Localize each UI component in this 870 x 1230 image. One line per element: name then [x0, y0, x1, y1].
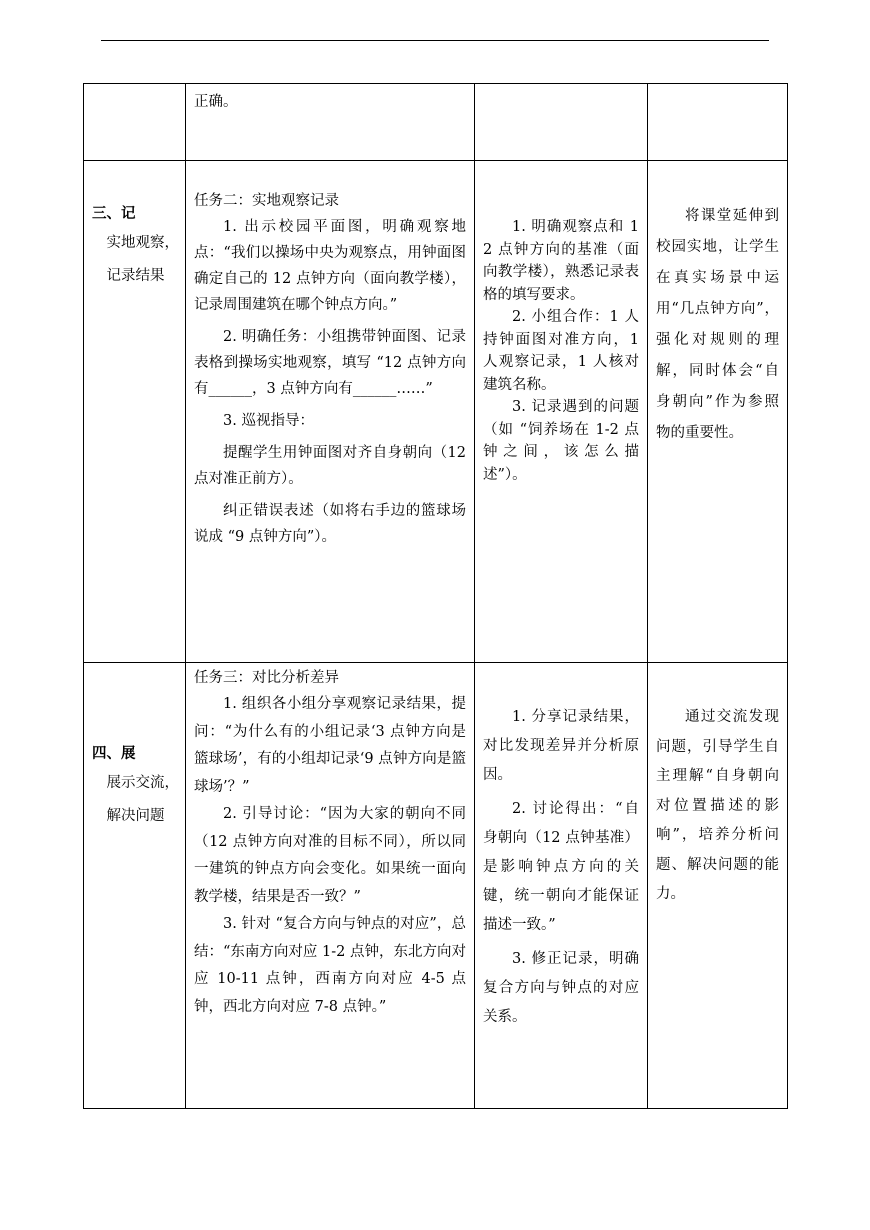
student-activity-cell — [475, 84, 648, 161]
student-activity-cell — [475, 663, 648, 1109]
table-row-section4 — [84, 663, 788, 1109]
stage-cell — [84, 84, 186, 161]
design-intent-text: 通过交流发现问题，引导学生自主理解“自身朝向对位置描述的影响”，培养分析问题、解决问题的能力。 — [656, 709, 779, 902]
header-rule — [101, 40, 769, 41]
stage-title: 三、记 — [92, 205, 136, 222]
student-activity-cell — [475, 161, 648, 663]
stage-desc-line: 实地观察， — [106, 235, 179, 251]
activity-line: 1. 组织各小组分享观察记录结果，提问：“为什么有的小组记录‘3 点钟方向是篮球场’，有的小组却记录‘9 点钟方向是篮球场’？” — [194, 696, 466, 795]
student-line: 3. 修正记录，明确复合方向与钟点的对应关系。 — [483, 951, 639, 1025]
stage-desc-line: 解决问题 — [106, 808, 165, 824]
student-line: 2. 小组合作：1 人持钟面图对准方向，1 人观察记录，1 人核对建筑名称。 — [483, 309, 644, 393]
activity-line: 1. 出示校园平面图，明确观察地点：“我们以操场中央为观察点，用钟面图确定自己的 12 点钟方向（面向教学楼），记录周围建筑在哪个钟点方向。” — [194, 219, 466, 313]
activity-line: 2. 引导讨论：“因为大家的朝向不同（12 点钟方向对准的目标不同），所以同一建筑的钟点方向会变化。如果统一面向教学楼，结果是否一致？” — [194, 806, 466, 905]
table-row-section3 — [84, 161, 788, 663]
activity-line: 2. 明确任务：小组携带钟面图、记录表格到操场实地观察，填写 “12 点钟方向有______，3 点钟方向有______……” — [194, 329, 466, 397]
activity-text: 正确。 — [194, 94, 238, 110]
teacher-activity-cell — [186, 663, 475, 1109]
lesson-plan-table — [83, 83, 788, 1109]
student-line: 1. 明确观察点和 12 点钟方向的基准（面向教学楼），熟悉记录表格的填写要求。 — [483, 219, 639, 303]
task-title: 任务三：对比分析差异 — [194, 670, 339, 686]
teacher-activity-cell — [186, 84, 475, 161]
design-intent-cell — [648, 663, 788, 1109]
activity-line: 纠正错误表述（如将右手边的篮球场说成 “9 点钟方向”）。 — [194, 503, 466, 545]
design-intent-cell — [648, 84, 788, 161]
stage-title: 四、展 — [92, 745, 136, 762]
student-line: 2. 讨论得出：“自身朝向（12 点钟基准）是影响钟点方向的关键，统一朝向才能保证描述一致。” — [483, 801, 639, 933]
teacher-activity-cell — [186, 161, 475, 663]
table-row-continuation — [84, 84, 788, 161]
task-title: 任务二：实地观察记录 — [194, 193, 339, 209]
design-intent-cell — [648, 161, 788, 663]
activity-line: 3. 针对 “复合方向与钟点的对应”，总结：“东南方向对应 1-2 点钟，东北方向对应 10-11 点钟，西南方向对应 4-5 点钟，西北方向对应 7-8 点钟。” — [194, 916, 466, 1015]
stage-desc-line: 展示交流， — [106, 775, 179, 791]
student-line: 3. 记录遇到的问题（如 “饲养场在 1-2 点钟之间，该怎么描述”）。 — [483, 399, 639, 483]
design-intent-text: 将课堂延伸到校园实地，让学生在真实场景中运用“几点钟方向”，强化对规则的理解，同时体会“自身朝向”作为参照物的重要性。 — [656, 208, 779, 441]
stage-desc-line: 记录结果 — [106, 268, 165, 284]
activity-line: 提醒学生用钟面图对齐自身朝向（12 点对准正前方）。 — [194, 445, 471, 487]
stage-cell — [84, 663, 186, 1109]
activity-line: 3. 巡视指导： — [223, 413, 314, 429]
student-line: 1. 分享记录结果，对比发现差异并分析原因。 — [483, 709, 639, 783]
stage-cell — [84, 161, 186, 663]
